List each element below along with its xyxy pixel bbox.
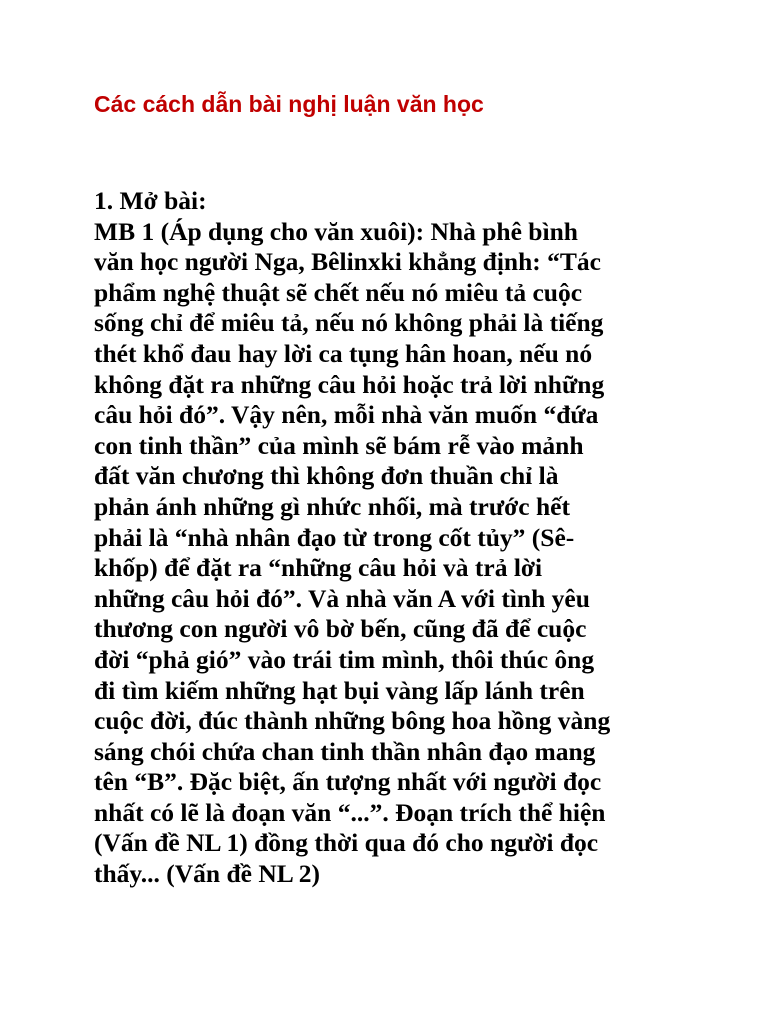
body-line: không đặt ra những câu hỏi hoặc trả lời những bbox=[94, 369, 605, 399]
document-body bbox=[94, 186, 694, 890]
body-line: cuộc đời, đúc thành những bông hoa hồng vàng bbox=[94, 706, 611, 736]
body-line: khốp) để đặt ra “những câu hỏi và trả lời bbox=[94, 553, 543, 583]
body-line: tên “B”. Đặc biệt, ấn tượng nhất với người đọc bbox=[94, 767, 602, 797]
body-line: thấy... (Vấn đề NL 2) bbox=[94, 859, 320, 889]
body-line: đất văn chương thì không đơn thuần chỉ là bbox=[94, 461, 559, 491]
body-line: 1. Mở bài: bbox=[94, 186, 207, 215]
body-line: thét khổ đau hay lời ca tụng hân hoan, nếu nó bbox=[94, 338, 593, 368]
body-line: sáng chói chứa chan tinh thần nhân đạo mang bbox=[94, 736, 596, 766]
body-line: con tinh thần” của mình sẽ bám rễ vào mảnh bbox=[94, 430, 584, 460]
document-title: Các cách dẫn bài nghị luận văn học bbox=[94, 91, 484, 117]
body-line: phản ánh những gì nhức nhối, mà trước hết bbox=[94, 491, 570, 521]
body-line: phẩm nghệ thuật sẽ chết nếu nó miêu tả cuộc bbox=[94, 277, 583, 307]
body-line: nhất có lẽ là đoạn văn “...”. Đoạn trích thể hiện bbox=[94, 797, 606, 827]
body-line: sống chỉ để miêu tả, nếu nó không phải là tiếng bbox=[94, 308, 604, 338]
body-line: đời “phả gió” vào trái tim mình, thôi thúc ông bbox=[94, 644, 595, 674]
body-line: đi tìm kiếm những hạt bụi vàng lấp lánh trên bbox=[94, 675, 585, 705]
body-line: MB 1 (Áp dụng cho văn xuôi): Nhà phê bình bbox=[94, 216, 578, 246]
body-line: (Vấn đề NL 1) đồng thời qua đó cho người đọc bbox=[94, 828, 599, 858]
body-line: thương con người vô bờ bến, cũng đã để cuộc bbox=[94, 614, 587, 644]
body-line: câu hỏi đó”. Vậy nên, mỗi nhà văn muốn “đứa bbox=[94, 400, 599, 430]
body-line: những câu hỏi đó”. Và nhà văn A với tình yêu bbox=[94, 583, 590, 613]
body-line: phải là “nhà nhân đạo từ trong cốt tủy” (Sê- bbox=[94, 522, 575, 552]
body-line: văn học người Nga, Bêlinxki khẳng định: “Tác bbox=[94, 247, 601, 277]
